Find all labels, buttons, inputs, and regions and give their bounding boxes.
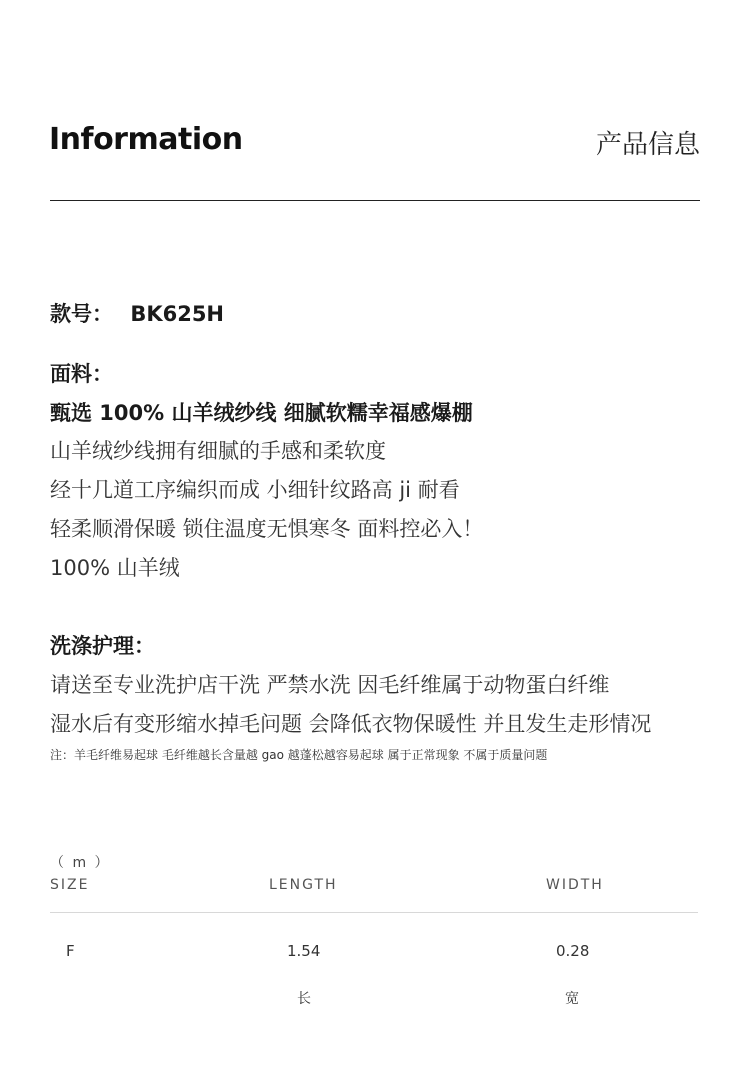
section-title-cn: 产品信息 xyxy=(595,130,700,160)
care-label: 洗涤护理： xyxy=(50,634,155,658)
care-note: 注：羊毛纤维易起球 毛纤维越长含量越 gao 越蓬松越容易起球 属于正常现象 不属于质量问题 xyxy=(50,748,548,762)
size-header-size: SIZE xyxy=(50,877,90,893)
size-unit: （ m ） xyxy=(50,855,111,871)
care-line: 请送至专业洗护店干洗 严禁水洗 因毛纤维属于动物蛋白纤维 xyxy=(50,673,610,697)
model-value: BK625H xyxy=(130,302,225,326)
fabric-line: 轻柔顺滑保暖 锁住温度无惧寒冬 面料控必入！ xyxy=(50,517,484,541)
size-sub-width: 宽 xyxy=(565,991,579,1007)
size-header-length: LENGTH xyxy=(269,877,338,893)
fabric-headline: 甄选 100% 山羊绒纱线 细腻软糯幸福感爆棚 xyxy=(50,401,473,425)
fabric-label: 面料： xyxy=(50,362,113,386)
care-line: 湿水后有变形缩水掉毛问题 会降低衣物保暖性 并且发生走形情况 xyxy=(50,712,652,736)
section-title-en: Information xyxy=(49,122,243,157)
header-divider xyxy=(50,200,700,201)
size-cell-width: 0.28 xyxy=(556,942,590,960)
size-sub-length: 长 xyxy=(297,991,311,1007)
size-header-width: WIDTH xyxy=(546,877,604,893)
fabric-line: 山羊绒纱线拥有细腻的手感和柔软度 xyxy=(50,439,386,463)
size-cell-size: F xyxy=(66,942,75,960)
size-cell-length: 1.54 xyxy=(287,942,321,960)
fabric-line: 100% 山羊绒 xyxy=(50,556,180,580)
fabric-line: 经十几道工序编织而成 小细针纹路高 ji 耐看 xyxy=(50,478,460,502)
model-label: 款号： xyxy=(50,302,113,326)
model-row xyxy=(50,298,224,328)
size-table-divider xyxy=(50,912,698,913)
